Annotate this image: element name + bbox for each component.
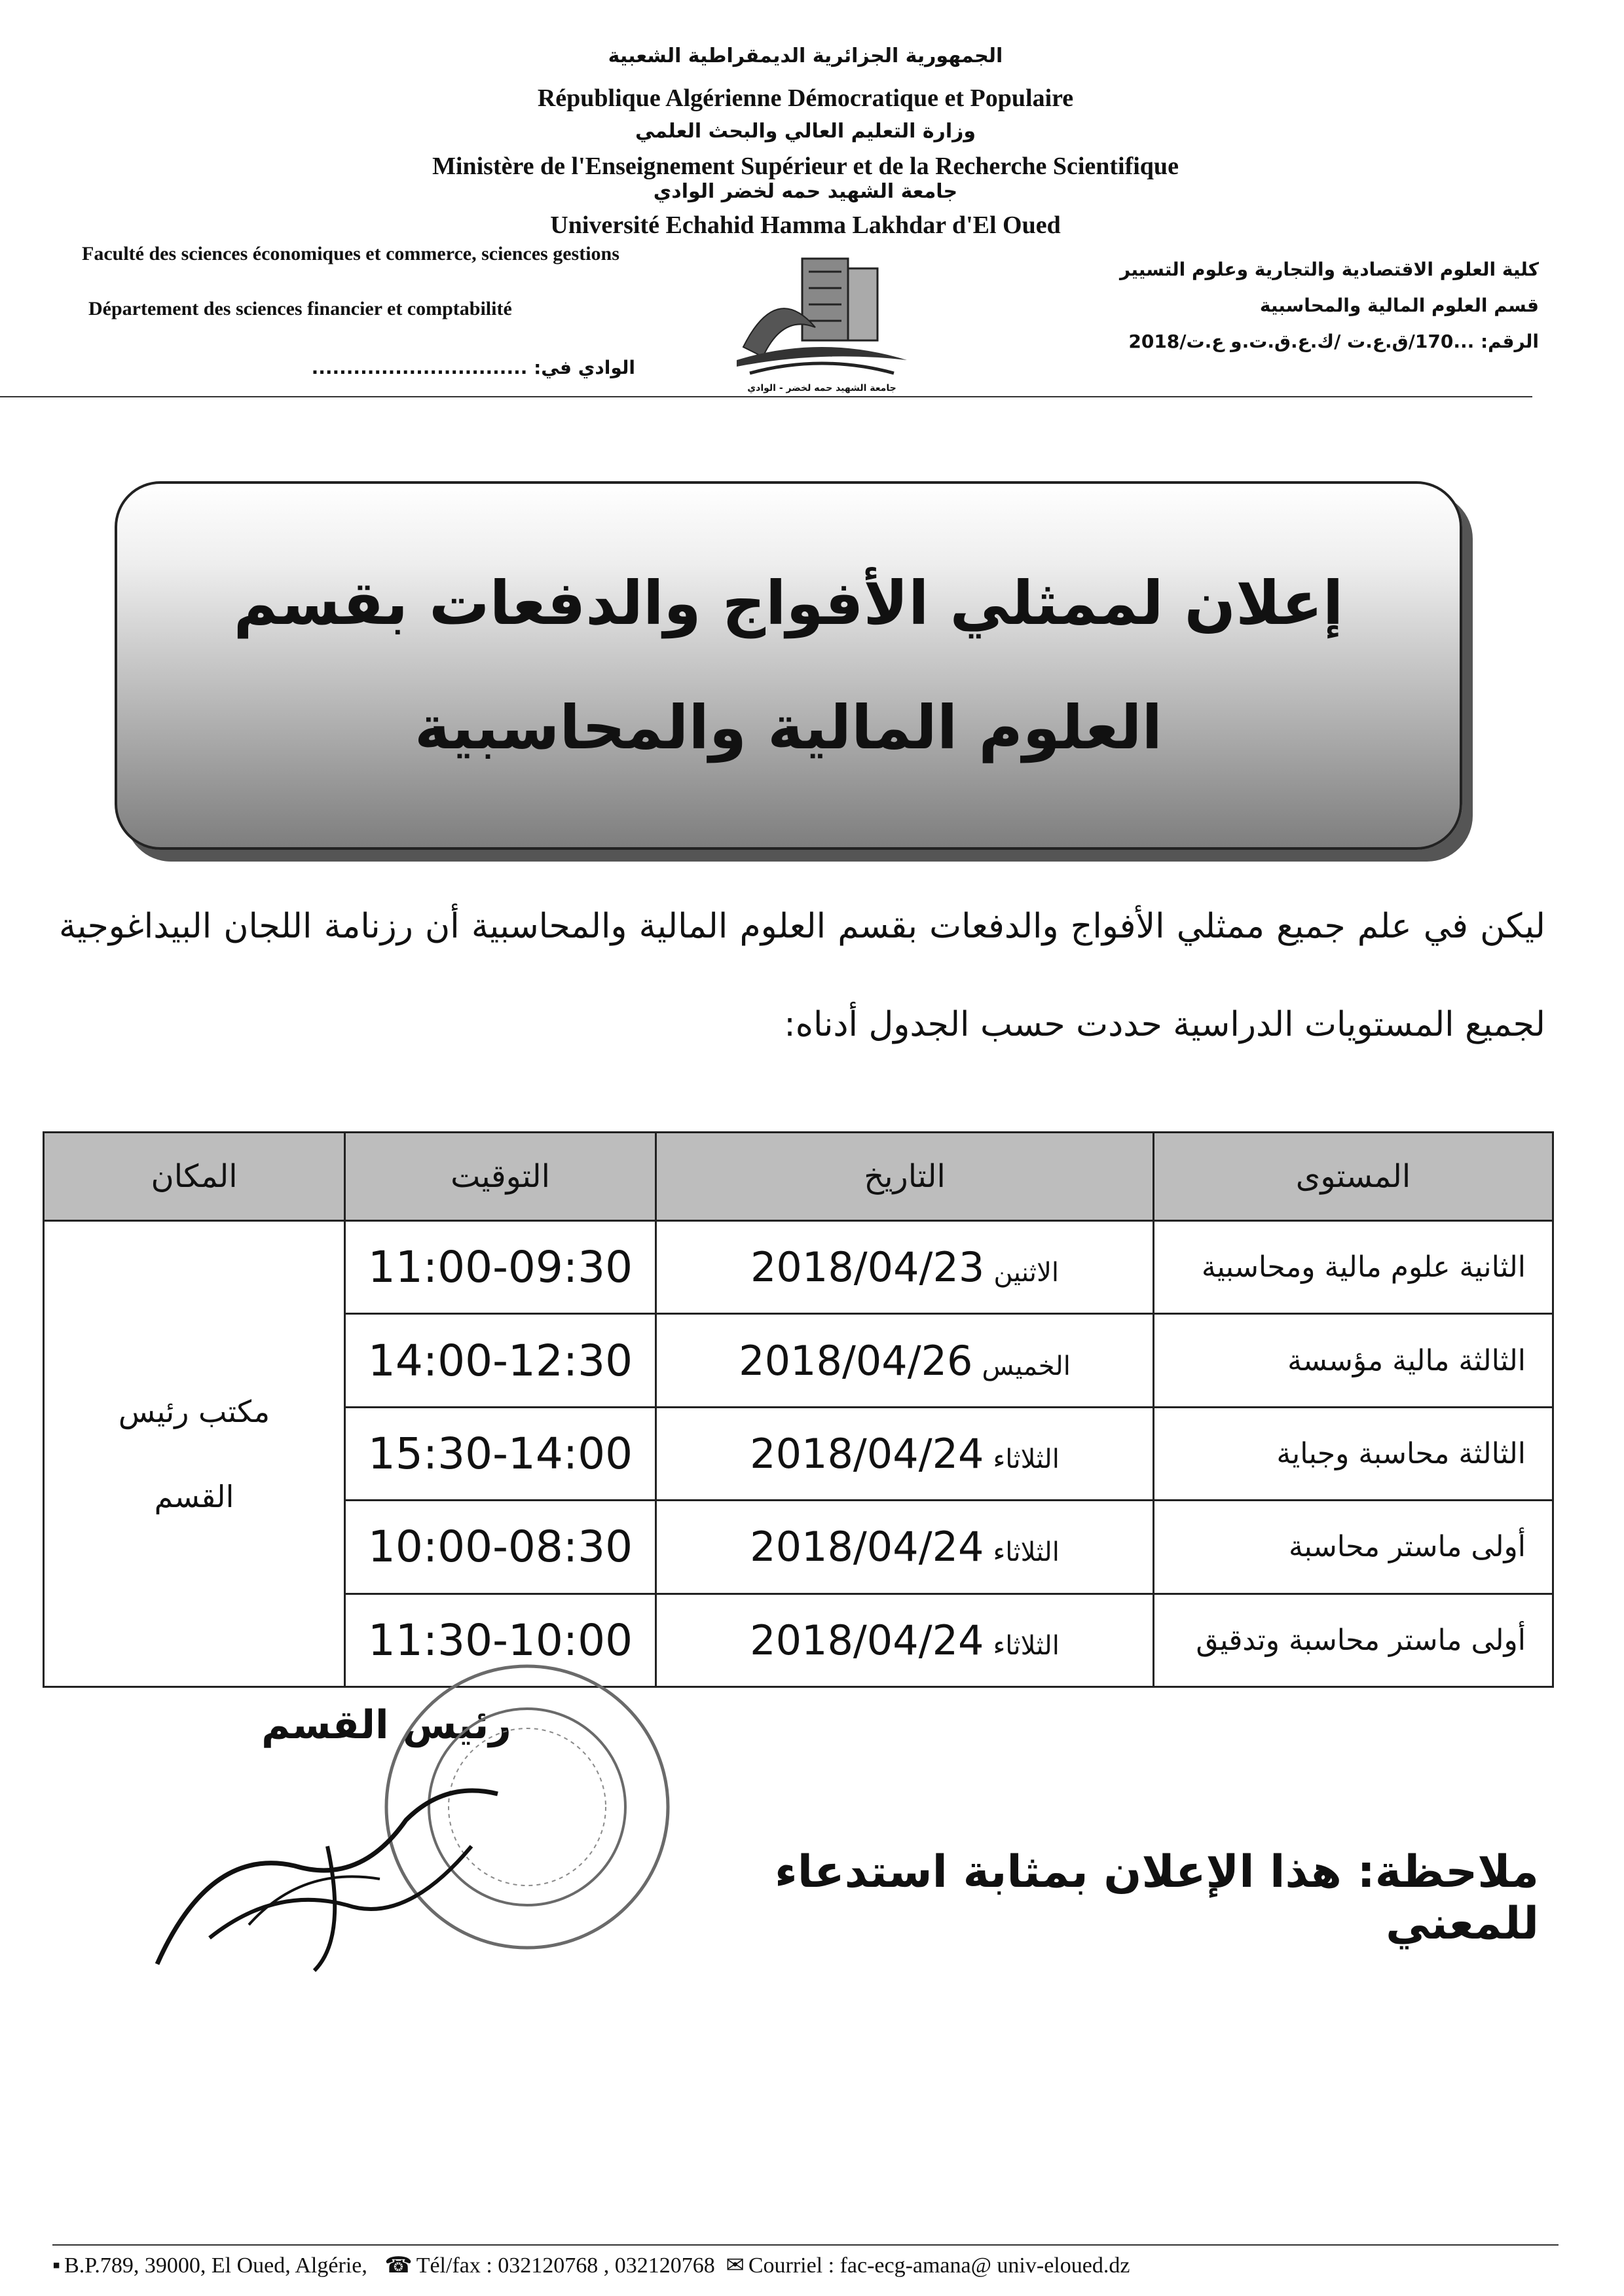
- department-ar: قسم العلوم المالية والمحاسبية: [1259, 295, 1539, 316]
- cell-date-value: 2018/04/23: [750, 1243, 985, 1292]
- cell-date: [656, 1221, 1154, 1314]
- header-time: التوقيت: [345, 1133, 656, 1221]
- cell-date: [656, 1501, 1154, 1594]
- cell-day: الاثنين: [993, 1258, 1059, 1288]
- republic-ar: الجمهورية الجزائرية الديمقراطية الشعبية: [608, 45, 1003, 67]
- footer-email: Courriel : fac-ecg-amana@ univ-eloued.dz: [748, 2253, 1130, 2278]
- ministry-ar: وزارة التعليم العالي والبحث العلمي: [635, 120, 976, 143]
- cell-level: أولى ماستر محاسبة وتدقيق: [1154, 1594, 1553, 1686]
- location-icon: ▪: [52, 2253, 61, 2278]
- cell-day: الثلاثاء: [993, 1630, 1060, 1661]
- header-rule: [0, 396, 1532, 397]
- table-row: [44, 1221, 1553, 1314]
- cell-date: [656, 1594, 1154, 1686]
- cell-date-value: 2018/04/26: [739, 1336, 973, 1385]
- cell-level: الثالثة مالية مؤسسة: [1154, 1314, 1553, 1407]
- banner-title: إعلان لممثلي الأفواج والدفعات بقسم العلوم المالية والمحاسبية: [233, 568, 1344, 763]
- note: ملاحظة: هذا الإعلان بمثابة استدعاء للمعني: [774, 1846, 1539, 1950]
- faculty-fr: Faculté des sciences économiques et commerce, sciences gestions: [82, 243, 619, 264]
- ministry-fr: Ministère de l'Enseignement Supérieur et de la Recherche Scientifique: [432, 153, 1179, 180]
- cell-day: الثلاثاء: [993, 1537, 1060, 1568]
- header-level: المستوى: [1154, 1133, 1553, 1221]
- republic-fr: République Algérienne Démocratique et Populaire: [537, 84, 1074, 112]
- announcement-banner: [115, 481, 1462, 850]
- cell-level: الثانية علوم مالية ومحاسبية: [1154, 1221, 1553, 1314]
- department-fr: Département des sciences financier et comptabilité: [88, 298, 512, 319]
- header-place: المكان: [44, 1133, 345, 1221]
- logo-caption: جامعة الشهيد حمه لخضر - الوادي: [747, 383, 896, 393]
- footer: [52, 2252, 1559, 2285]
- phone-icon: ☎: [384, 2253, 413, 2278]
- cell-date-value: 2018/04/24: [750, 1523, 984, 1571]
- cell-date: [656, 1314, 1154, 1407]
- cell-level: أولى ماستر محاسبة: [1154, 1501, 1553, 1594]
- intro-paragraph: ليكن في علم جميع ممثلي الأفواج والدفعات بقسم العلوم المالية والمحاسبية أن رزنامة اللجان البيداغوجية لجميع المستويات الدراسية حددت حسب الجدول أدناه:: [59, 907, 1545, 1044]
- schedule-table: [43, 1131, 1554, 1688]
- cell-time: 14:00-12:30: [345, 1314, 656, 1407]
- cell-time: 15:30-14:00: [345, 1407, 656, 1500]
- table-header-row: [44, 1133, 1553, 1221]
- footer-address: B.P.789, 39000, El Oued, Algérie,: [64, 2253, 367, 2278]
- cell-day: الخميس: [982, 1351, 1071, 1381]
- cell-place: مكتب رئيس القسم: [44, 1221, 345, 1687]
- place-date-label: الوادي في: ...............................: [311, 357, 635, 378]
- reference-number: الرقم: ...170/ق.ع.ت /ك.ع.ق.ت.و ع.ت/2018: [1128, 331, 1539, 352]
- footer-rule: [52, 2244, 1559, 2246]
- cell-day: الثلاثاء: [993, 1444, 1060, 1474]
- cell-date-value: 2018/04/24: [750, 1429, 984, 1478]
- cell-time: 11:30-10:00: [345, 1594, 656, 1686]
- university-logo: [724, 242, 920, 406]
- university-fr: Université Echahid Hamma Lakhdar d'El Oued: [550, 211, 1061, 239]
- envelope-icon: ✉: [726, 2253, 745, 2278]
- university-ar: جامعة الشهيد حمه لخضر الوادي: [653, 180, 958, 203]
- cell-time: 11:00-09:30: [345, 1221, 656, 1314]
- footer-phone: Tél/fax : 032120768 , 032120768: [416, 2253, 715, 2278]
- cell-date: [656, 1407, 1154, 1500]
- cell-level: الثالثة محاسبة وجباية: [1154, 1407, 1553, 1500]
- faculty-ar: كلية العلوم الاقتصادية والتجارية وعلوم التسيير: [1119, 259, 1539, 280]
- cell-time: 10:00-08:30: [345, 1501, 656, 1594]
- cell-date-value: 2018/04/24: [750, 1616, 984, 1664]
- header-date: التاريخ: [656, 1133, 1154, 1221]
- signature-title: رئيس القسم: [261, 1702, 511, 1748]
- handwritten-signature: [131, 1768, 537, 1984]
